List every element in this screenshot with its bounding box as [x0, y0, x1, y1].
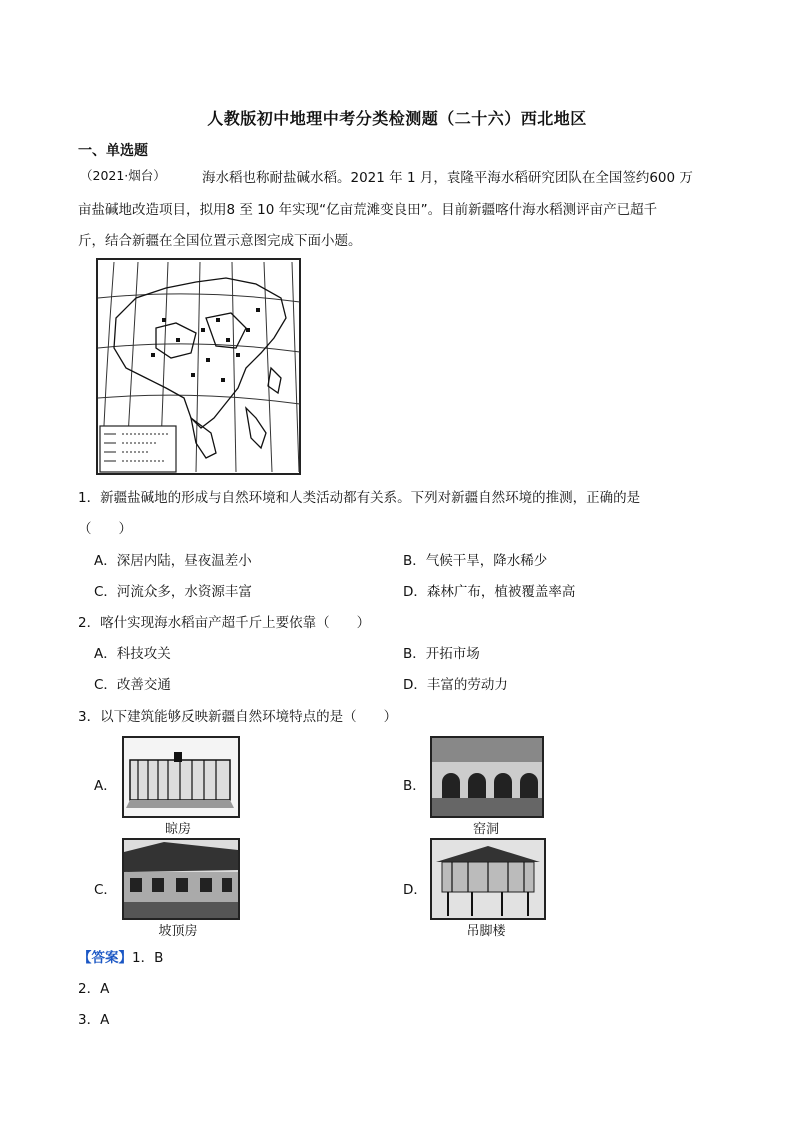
caption-sloped-roof-house: 坡顶房	[158, 924, 198, 939]
drying-house-image[interactable]	[122, 736, 240, 818]
question-1-option-d[interactable]: D．森林广布，植被覆盖率高	[403, 584, 576, 600]
question-1-stem: 1．新疆盐碱地的形成与自然环境和人类活动都有关系。下列对新疆自然环境的推测，正确的是	[78, 490, 641, 506]
sloped-roof-house-image[interactable]	[122, 838, 240, 920]
caption-drying-house: 晾房	[164, 822, 191, 837]
answer-label: 【答案】	[78, 950, 132, 966]
caption-stilted-building: 吊脚楼	[466, 924, 506, 939]
xinjiang-location-map	[96, 258, 301, 475]
question-1-option-a[interactable]: A．深居内陆，昼夜温差小	[94, 553, 252, 569]
question-3-stem: 3．以下建筑能够反映新疆自然环境特点的是（ ）	[78, 709, 398, 725]
answer-3: 3．A	[78, 1012, 110, 1028]
question-3-option-d[interactable]: D．	[403, 882, 427, 898]
question-2-stem: 2．喀什实现海水稻亩产超千斤上要依靠（ ）	[78, 615, 371, 631]
caption-cave-dwelling: 窑洞	[472, 822, 499, 837]
question-1-stem-cont: （ ）	[78, 521, 132, 537]
question-3-option-a[interactable]: A．	[94, 778, 117, 794]
question-2-option-b[interactable]: B．开拓市场	[403, 646, 480, 662]
cave-dwelling-image[interactable]	[430, 736, 544, 818]
intro-line-1: 海水稻也称耐盐碱水稻。2021 年 1 月，袁隆平海水稻研究团队在全国签约600 万	[202, 170, 693, 186]
question-3-option-c[interactable]: C．	[94, 882, 117, 898]
answer-2: 2．A	[78, 981, 110, 997]
question-2-option-c[interactable]: C．改善交通	[94, 677, 171, 693]
section-heading: 一、单选题	[78, 143, 148, 159]
answer-block	[78, 946, 163, 966]
stilted-building-image[interactable]	[430, 838, 546, 920]
question-1-option-b[interactable]: B．气候干旱，降水稀少	[403, 553, 548, 569]
answer-1: 1．B	[132, 950, 164, 966]
question-3-option-b[interactable]: B．	[403, 778, 426, 794]
intro-line-3: 斤，结合新疆在全国位置示意图完成下面小题。	[78, 233, 362, 249]
question-2-option-a[interactable]: A．科技攻关	[94, 646, 171, 662]
intro-line-2: 亩盐碱地改造项目，拟用8 至 10 年实现“亿亩荒滩变良田”。目前新疆喀什海水稻测评亩产已超千	[78, 202, 658, 218]
question-2-option-d[interactable]: D．丰富的劳动力	[403, 677, 508, 693]
page-title: 人教版初中地理中考分类检测题（二十六）西北地区	[207, 109, 587, 128]
question-source: （2021·烟台）	[80, 168, 166, 183]
question-1-option-c[interactable]: C．河流众多，水资源丰富	[94, 584, 252, 600]
